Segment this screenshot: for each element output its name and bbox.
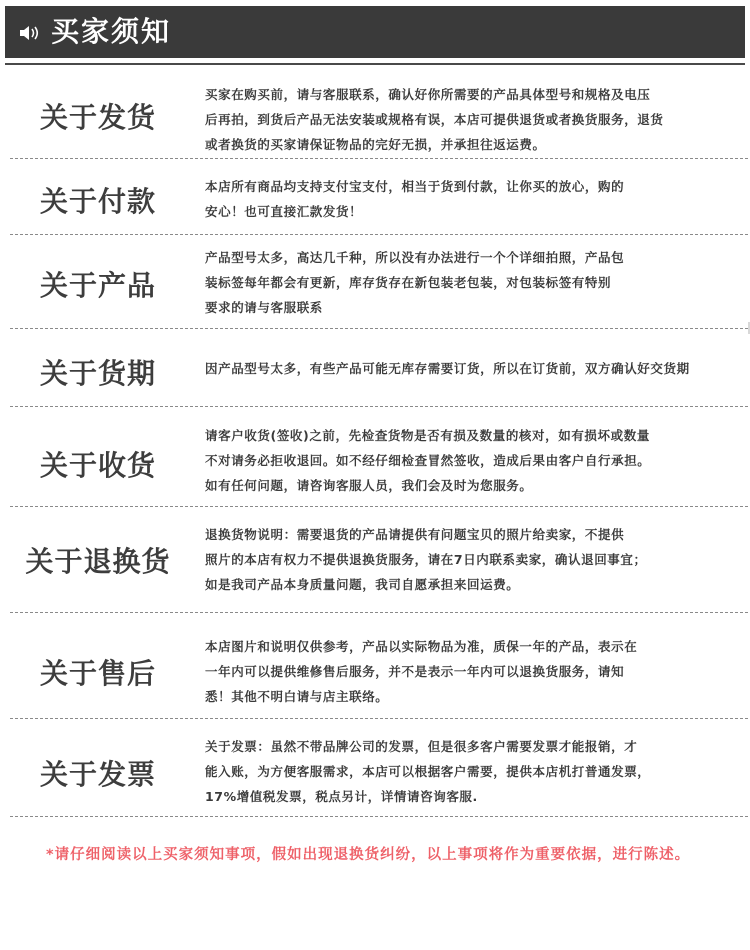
section-text — [205, 634, 735, 709]
section-text — [205, 356, 735, 381]
section-after-sales — [0, 614, 750, 718]
text-line: 安心！也可直接汇款发货！ — [205, 204, 363, 219]
text-line: 如是我司产品本身质量问题，我司自愿承担来回运费。 — [205, 577, 520, 592]
section-title: 关于退换货 — [25, 545, 171, 578]
text-line: 本店所有商品均支持支付宝支付，相当于货到付款，让你买的放心，购的 — [205, 179, 625, 194]
section-text — [205, 734, 735, 809]
section-title: 关于付款 — [39, 185, 156, 218]
section-returns — [0, 508, 750, 612]
divider — [10, 328, 748, 329]
divider — [10, 816, 748, 817]
section-title: 关于收货 — [39, 449, 156, 482]
divider — [10, 406, 748, 407]
text-line: 不对请务必拒收退回。如不经仔细检查冒然签收，造成后果由客户自行承担。 — [205, 453, 651, 468]
page-title: 买家须知 — [51, 15, 172, 48]
text-line: 要求的请与客服联系 — [205, 300, 323, 315]
text-line: 产品型号太多，高达几千种，所以没有办法进行一个个详细拍照，产品包 — [205, 250, 625, 265]
text-line: 悉！其他不明白请与店主联络。 — [205, 689, 389, 704]
text-line: 请客户收货(签收)之前，先检查货物是否有损及数量的核对，如有损坏或数量 — [205, 428, 650, 443]
text-line: 本店图片和说明仅供参考，产品以实际物品为准，质保一年的产品，表示在 — [205, 639, 638, 654]
section-text — [205, 522, 735, 597]
section-delivery-time — [0, 330, 750, 406]
section-title: 关于产品 — [39, 269, 156, 302]
text-line: 关于发票：虽然不带品牌公司的发票，但是很多客户需要发票才能报销，才 — [205, 739, 638, 754]
section-text — [205, 245, 735, 320]
header-bar — [5, 6, 745, 58]
section-text — [205, 82, 735, 157]
section-payment — [0, 160, 750, 234]
section-shipping — [0, 70, 750, 160]
text-line: 或者换货的买家请保证物品的完好无损，并承担往返运费。 — [205, 137, 546, 152]
text-line: 一年内可以提供维修售后服务，并不是表示一年内可以退换货服务，请知 — [205, 664, 625, 679]
text-line: 退换货物说明：需要退货的产品请提供有问题宝贝的照片给卖家，不提供 — [205, 527, 625, 542]
section-text — [205, 174, 735, 224]
speaker-icon — [19, 24, 43, 42]
text-line: 照片的本店有权力不提供退换货服务，请在7日内联系卖家，确认退回事宜； — [205, 552, 647, 567]
text-line: 装标签每年都会有更新，库存货存在新包装老包装，对包装标签有特别 — [205, 275, 612, 290]
text-line: 17%增值税发票，税点另计，详情请咨询客服. — [205, 789, 478, 804]
text-line: 如有任何问题，请咨询客服人员，我们会及时为您服务。 — [205, 478, 533, 493]
text-line: 因产品型号太多，有些产品可能无库存需要订货，所以在订货前，双方确认好交货期 — [205, 361, 690, 376]
section-title: 关于售后 — [39, 657, 156, 690]
footer-note: *请仔细阅读以上买家须知事项，假如出现退换货纠纷，以上事项将作为重要依据，进行陈述。 — [46, 847, 691, 863]
text-line: 后再拍，到货后产品无法安装或规格有误，本店可提供退货或者换货服务，退货 — [205, 112, 664, 127]
section-title: 关于货期 — [39, 357, 156, 390]
divider — [10, 234, 748, 235]
divider — [10, 506, 748, 507]
text-line: 能入账，为方便客服需求，本店可以根据客户需要，提供本店机打普通发票， — [205, 764, 651, 779]
divider — [10, 158, 748, 159]
header-rule — [5, 63, 745, 65]
section-title: 关于发票 — [39, 758, 156, 791]
section-text — [205, 423, 735, 498]
section-title: 关于发货 — [39, 101, 156, 134]
divider — [10, 612, 748, 613]
section-receiving — [0, 408, 750, 506]
section-invoice — [0, 720, 750, 816]
divider — [10, 718, 748, 719]
text-line: 买家在购买前，请与客服联系，确认好你所需要的产品具体型号和规格及电压 — [205, 87, 651, 102]
section-product — [0, 236, 750, 328]
